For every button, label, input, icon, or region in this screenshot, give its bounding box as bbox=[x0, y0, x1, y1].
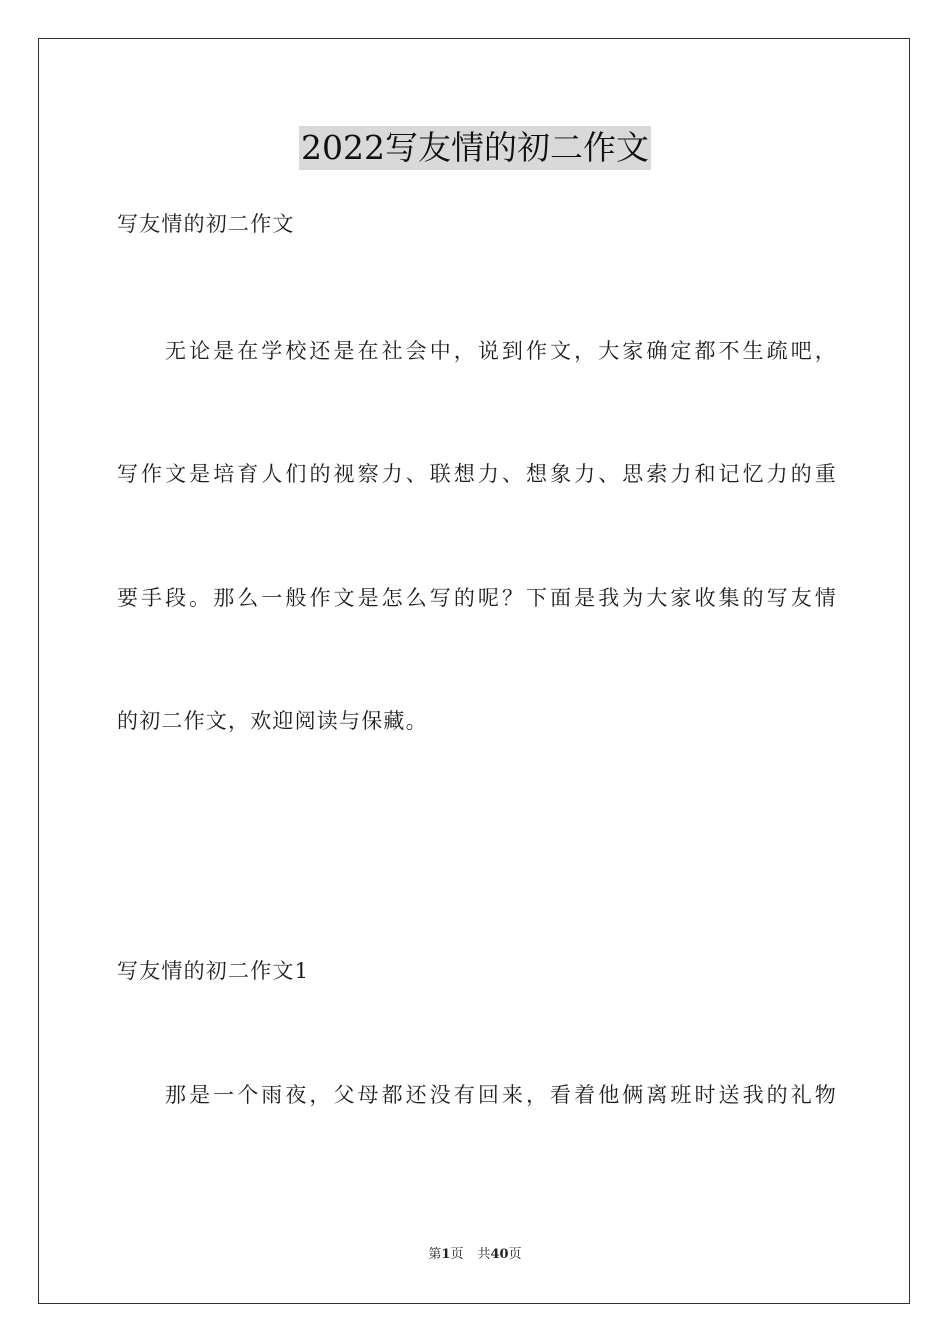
page-number: 1 bbox=[441, 1247, 451, 1262]
paragraph-line: 写作文是培育人们的视察力、联想力、想象力、思索力和记忆力的重 bbox=[117, 462, 837, 486]
paragraph-line: 那是一个雨夜，父母都还没有回来，看着他俩离班时送我的礼物 bbox=[165, 1083, 837, 1107]
title-container bbox=[0, 126, 950, 170]
paragraph-line: 要手段。那么一般作文是怎么写的呢？下面是我为大家收集的写友情 bbox=[117, 586, 837, 610]
page-prefix: 第 bbox=[428, 1247, 442, 1262]
page-suffix: 页 bbox=[450, 1247, 464, 1262]
paragraph-line: 无论是在学校还是在社会中，说到作文，大家确定都不生疏吧， bbox=[165, 339, 837, 363]
total-prefix: 共 bbox=[477, 1247, 491, 1262]
page-footer bbox=[0, 1245, 950, 1265]
total-suffix: 页 bbox=[508, 1247, 522, 1262]
paragraph-line: 的初二作文，欢迎阅读与保藏。 bbox=[117, 709, 428, 733]
subtitle-line: 写友情的初二作文 bbox=[117, 212, 295, 236]
document-title: 2022写友情的初二作文 bbox=[299, 126, 651, 170]
section-heading: 写友情的初二作文1 bbox=[117, 959, 310, 983]
total-pages: 40 bbox=[490, 1247, 509, 1262]
